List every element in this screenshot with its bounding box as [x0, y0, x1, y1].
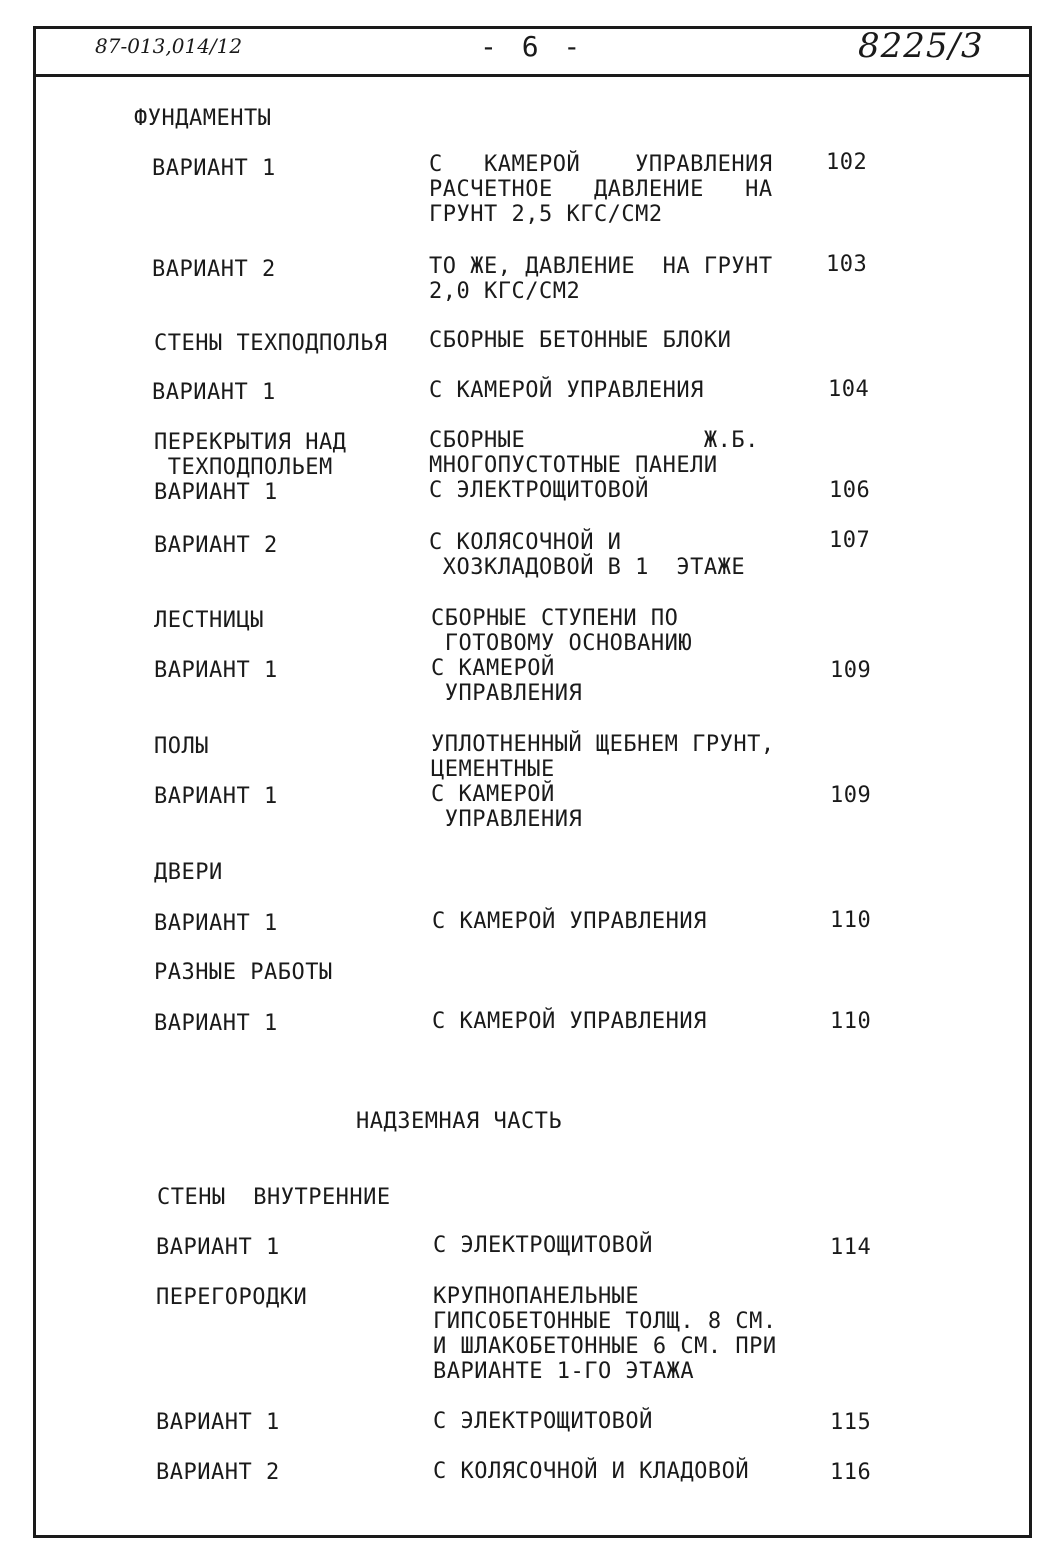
- row-description: СБОРНЫЕ СТУПЕНИ ПО ГОТОВОМУ ОСНОВАНИЮ С КАМЕРОЙ УПРАВЛЕНИЯ: [431, 606, 693, 706]
- row-description: С КОЛЯСОЧНОЙ И ХОЗКЛАДОВОЙ В 1 ЭТАЖЕ: [429, 530, 746, 580]
- row-description: С ЭЛЕКТРОЩИТОВОЙ: [433, 1233, 653, 1258]
- row-page: 115: [830, 1410, 872, 1435]
- row-description: УПЛОТНЕННЫЙ ЩЕБНЕМ ГРУНТ, ЦЕМЕНТНЫЕ С КАМЕРОЙ УПРАВЛЕНИЯ: [431, 732, 775, 832]
- row-label: ВАРИАНТ 1: [154, 911, 278, 936]
- row-page: 103: [826, 252, 868, 277]
- row-description: С ЭЛЕКТРОЩИТОВОЙ: [433, 1409, 653, 1434]
- row-label: ВАРИАНТ 1: [156, 1235, 280, 1260]
- row-description: СБОРНЫЕ Ж.Б. МНОГОПУСТОТНЫЕ ПАНЕЛИ С ЭЛЕКТРОЩИТОВОЙ: [429, 428, 759, 503]
- row-page: 102: [826, 150, 868, 175]
- sheet-code: 8225/3: [858, 26, 984, 66]
- row-label: ЛЕСТНИЦЫ ВАРИАНТ 1: [154, 608, 278, 683]
- row-description: С КОЛЯСОЧНОЙ И КЛАДОВОЙ: [433, 1459, 750, 1484]
- heading-misc-works: РАЗНЫЕ РАБОТЫ: [154, 960, 333, 985]
- row-description: С КАМЕРОЙ УПРАВЛЕНИЯ: [432, 1009, 707, 1034]
- row-label: ПОЛЫ ВАРИАНТ 1: [154, 734, 278, 809]
- row-page: 106: [829, 478, 871, 503]
- row-label: СТЕНЫ ТЕХПОДПОЛЬЯ: [154, 331, 388, 356]
- heading-foundations: ФУНДАМЕНТЫ: [134, 106, 272, 131]
- row-page: 109: [830, 658, 872, 683]
- header-divider: [33, 74, 1032, 77]
- row-page: 116: [830, 1460, 872, 1485]
- row-label: ВАРИАНТ 2: [156, 1460, 280, 1485]
- row-page: 114: [830, 1235, 872, 1260]
- row-description: КРУПНОПАНЕЛЬНЫЕ ГИПСОБЕТОННЫЕ ТОЛЩ. 8 СМ. И ШЛАКОБЕТОННЫЕ 6 СМ. ПРИ ВАРИАНТЕ 1-ГО ЭТАЖА: [433, 1284, 777, 1384]
- row-label: ВАРИАНТ 1: [156, 1410, 280, 1435]
- row-description: СБОРНЫЕ БЕТОННЫЕ БЛОКИ: [429, 328, 732, 353]
- row-page: 104: [828, 377, 870, 402]
- row-label: ВАРИАНТ 1: [152, 380, 276, 405]
- row-label: ПЕРЕГОРОДКИ: [156, 1285, 308, 1310]
- row-page: 109: [830, 783, 872, 808]
- row-label: ВАРИАНТ 1: [152, 156, 276, 181]
- row-page: 110: [830, 1009, 872, 1034]
- row-page: 110: [830, 908, 872, 933]
- row-page: 107: [829, 528, 871, 553]
- row-description: ТО ЖЕ, ДАВЛЕНИЕ НА ГРУНТ 2,0 КГС/СМ2: [429, 254, 773, 304]
- page-number: - 6 -: [480, 30, 585, 63]
- row-label: ПЕРЕКРЫТИЯ НАД ТЕХПОДПОЛЬЕМ ВАРИАНТ 1: [154, 430, 347, 505]
- row-description: С КАМЕРОЙ УПРАВЛЕНИЯ: [429, 378, 704, 403]
- row-label: ВАРИАНТ 2: [152, 257, 276, 282]
- row-description: С КАМЕРОЙ УПРАВЛЕНИЯ: [432, 909, 707, 934]
- section-title: НАДЗЕМНАЯ ЧАСТЬ: [356, 1109, 563, 1134]
- doc-code: 87-013,014/12: [95, 34, 243, 58]
- row-label: ВАРИАНТ 2: [154, 533, 278, 558]
- row-description: С КАМЕРОЙ УПРАВЛЕНИЯ РАСЧЕТНОЕ ДАВЛЕНИЕ НА ГРУНТ 2,5 КГС/СМ2: [429, 152, 773, 227]
- row-label: ВАРИАНТ 1: [154, 1011, 278, 1036]
- heading-doors: ДВЕРИ: [154, 860, 223, 885]
- heading-interior-walls: СТЕНЫ ВНУТРЕННИЕ: [157, 1185, 391, 1210]
